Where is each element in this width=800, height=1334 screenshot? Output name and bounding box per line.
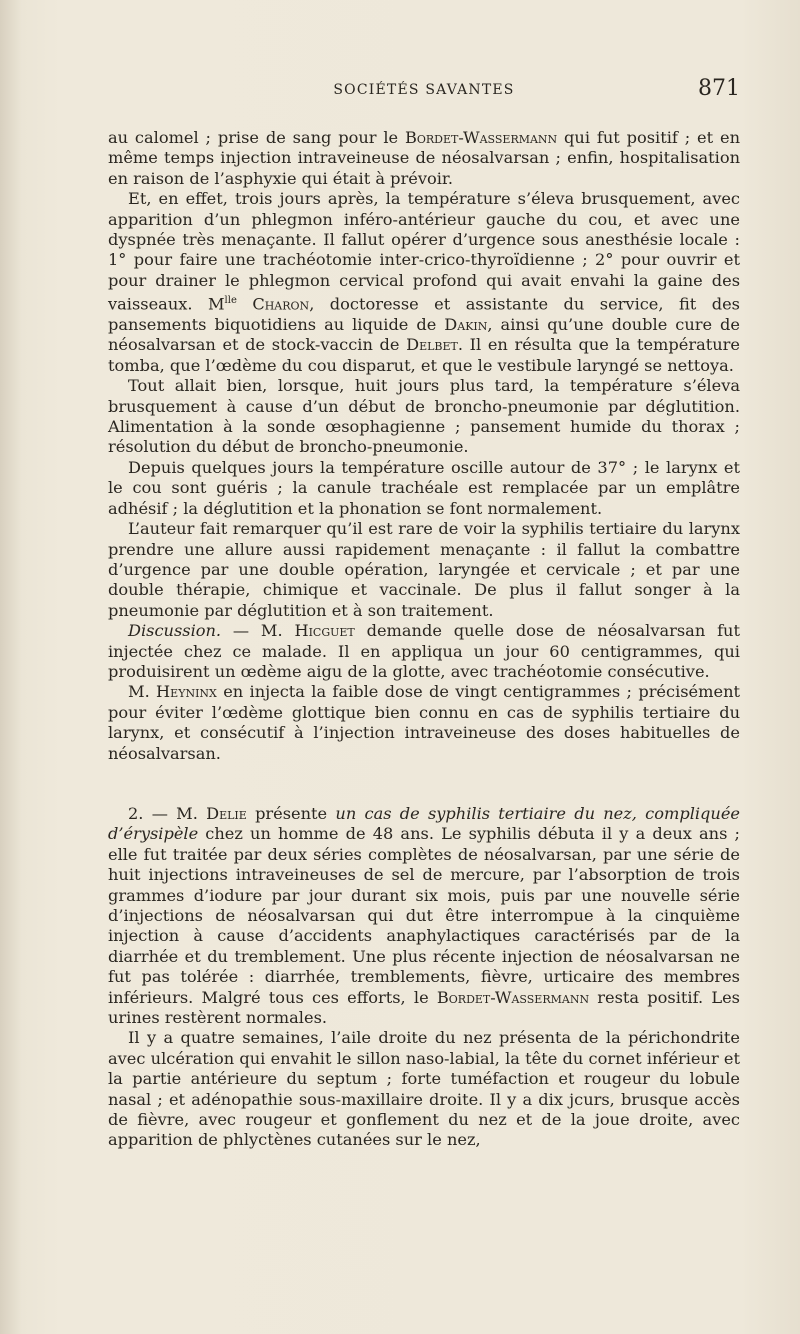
running-title: SOCIÉTÉS SAVANTES xyxy=(333,82,515,98)
text-run: M. xyxy=(128,682,157,702)
paragraph-p5 xyxy=(108,519,740,621)
text-run: — M. xyxy=(221,621,295,641)
text-run: , ainsi qu’une double cure de néosalvarsan et de stock-vaccin de xyxy=(108,315,740,355)
paragraph-p7 xyxy=(108,682,740,764)
text-run xyxy=(237,295,252,314)
text-run: présente xyxy=(246,803,336,823)
text-run: Charon xyxy=(252,294,310,314)
text-run: un cas de syphilis tertiaire du nez, compliquée d’érysipèle xyxy=(108,803,741,844)
text-run: Delbet xyxy=(406,335,458,355)
text-run: au calomel ; prise de sang pour le xyxy=(108,128,405,147)
text-run: Delie xyxy=(206,803,247,823)
text-run: Tout allait bien, lorsque, huit jours plus tard, la température s’éleva brusquement à cause d’un début de broncho-pneumonie par déglutition. Alimentation à la sonde œsophagienne ; pansement humide du thorax ; résolution du début de broncho-pneumonie. xyxy=(108,376,740,457)
text-run: . Il en résulta que la température tomba, que l’œdème du cou disparut, et que le vestibule laryngé se nettoya. xyxy=(108,335,740,375)
text-run: L’auteur fait remarquer qu’il est rare de voir la syphilis tertiaire du larynx prendre une allure aussi rapidement menaçante : il fallut la combattre d’urgence par une double opération, laryngée et cervicale ; et par une double thérapie, chimique et vaccinale. De plus il fallut songer à la pneumonie par déglutition et à son traitement. xyxy=(108,519,740,620)
text-run: qui fut positif ; et en même temps injection intraveineuse de néosalvarsan ; enfin, hospitalisation en raison de l’asphyxie qui était à prévoir. xyxy=(108,128,740,188)
text-run: chez un homme de 48 ans. Le syphilis débuta il y a deux ans ; elle fut traitée par deux séries complètes de néosalvarsan, par une série de huit injections intraveineuses de sel de mercure, par l’absorption de trois grammes d’iodure par jour durant six mois, puis par une nouvelle série d’injections de néosalvarsan qui dut être interrompue à la cinquième injection à cause d’accidents anaphylactiques caractérisés par de la diarrhée et du tremblement. Une plus récente injection de néosalvarsan ne fut pas tolérée : diarrhée, tremblements, fièvre, urticaire des membres inférieurs. Malgré tous ces efforts, le xyxy=(108,824,740,1007)
text-run: Dakin xyxy=(444,315,488,335)
text-run: 2. — M. xyxy=(128,803,207,823)
text-run: lle xyxy=(224,295,237,307)
text-run: Bordet-Wassermann xyxy=(436,987,590,1007)
text-run: Bordet-Wassermann xyxy=(404,128,558,147)
paragraph-p4 xyxy=(108,458,740,519)
paragraph-p8 xyxy=(108,804,740,1028)
text-run: Heyninx xyxy=(156,682,217,702)
text-run: resta positif. Les urines restèrent normales. xyxy=(108,987,740,1028)
paragraph-p6 xyxy=(108,621,740,682)
page-header xyxy=(108,76,740,106)
text-run: en injecta la faible dose de vingt centigrammes ; précisément pour éviter l’œdème glottique bien connu en cas de syphilis tertiaire du larynx, et consécutif à l’injection intraveineuse des doses habituelles de néosalvarsan. xyxy=(108,682,740,763)
paragraph-p1 xyxy=(108,128,740,189)
text-run: , doctoresse et assistante du service, fit des pansements biquotidiens au liquide de xyxy=(108,294,740,335)
text-run: Hicguet xyxy=(294,621,355,641)
page-number: 871 xyxy=(698,76,740,101)
text-run: Depuis quelques jours la température oscille autour de 37° ; le larynx et le cou sont guéris ; la canule trachéale est remplacée par un emplâtre adhésif ; la déglutition et la phonation se font normalement. xyxy=(108,457,740,518)
text-run: demande quelle dose de néosalvarsan fut injectée chez ce malade. Il en appliqua un jour 60 centigrammes, qui produisirent un œdème aigu de la glotte, avec trachéotomie consécutive. xyxy=(108,621,740,681)
paragraph-p9 xyxy=(108,1028,740,1150)
text-run: Il y a quatre semaines, l’aile droite du nez présenta de la périchondrite avec ulcération qui envahit le sillon naso-labial, la tête du cornet inférieur et la partie antérieure du septum ; forte tuméfaction et rougeur du lobule nasal ; et adénopathie sous-maxillaire droite. Il y a dix jcurs, brusque accès de fièvre, avec rougeur et gonflement du nez et de la joue droite, avec apparition de phlyctènes cutanées sur le nez, xyxy=(108,1028,740,1150)
text-run: Et, en effet, trois jours après, la température s’éleva brusquement, avec apparition d’un phlegmon inféro-antérieur gauche du cou, et avec une dyspnée très menaçante. Il fallut opérer d’urgence sous anesthésie locale : 1° pour faire une trachéotomie inter-crico-thyroïdienne ; 2° pour ouvrir et pour drainer le phlegmon cervical profond qui avait envahi la gaine des vaisseaux. M xyxy=(108,189,740,314)
text-run: Discussion. xyxy=(128,621,222,641)
section-gap xyxy=(108,764,740,804)
article-body xyxy=(108,128,740,1151)
paragraph-p2 xyxy=(108,189,740,376)
paragraph-p3 xyxy=(108,376,740,458)
